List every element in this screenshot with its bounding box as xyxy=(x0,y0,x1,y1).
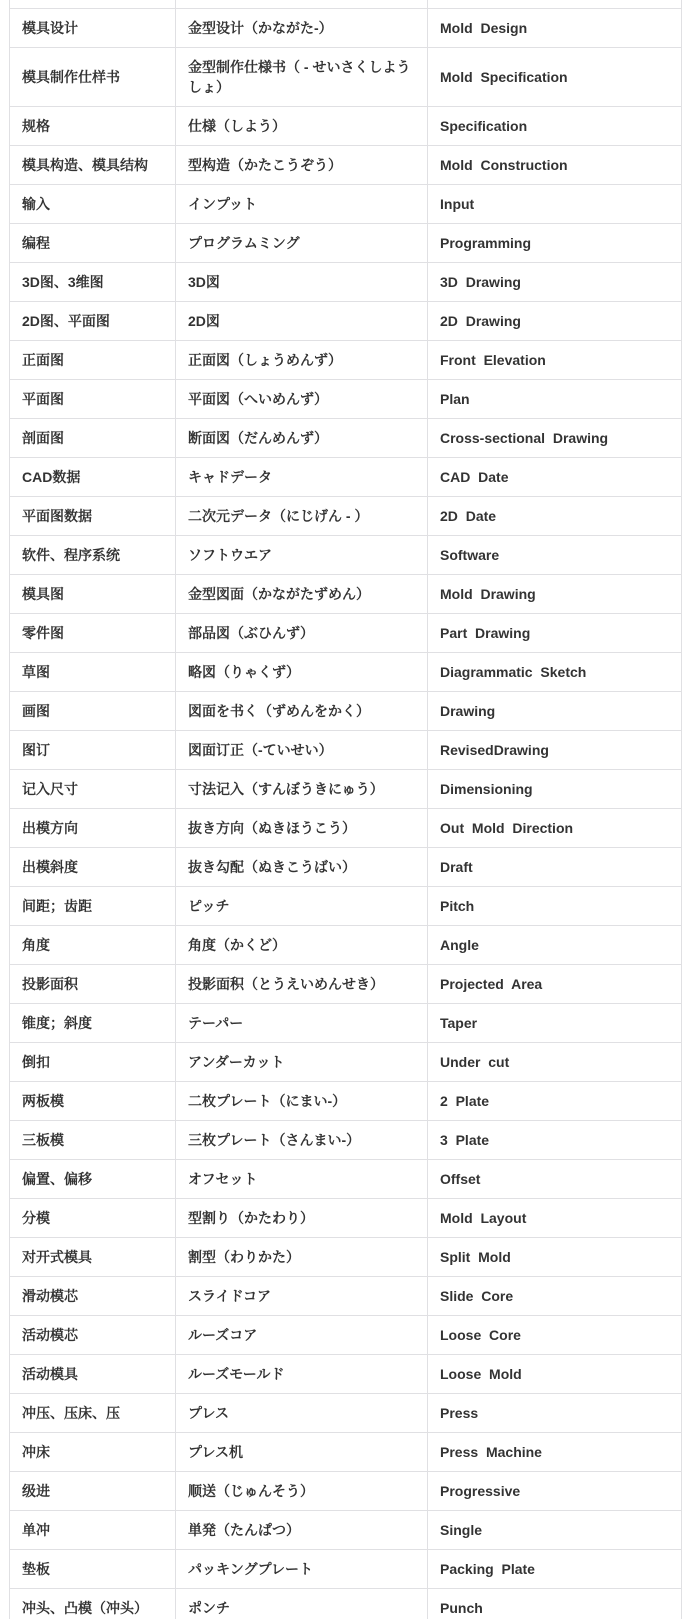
cell-jp: 3D図 xyxy=(176,263,428,302)
cell-jp: 単発（たんぱつ） xyxy=(176,1511,428,1550)
cell-cn: 剖面图 xyxy=(10,419,176,458)
cell-en: Split Mold xyxy=(428,1238,682,1277)
cell-jp: インプット xyxy=(176,185,428,224)
cell-cn: 软件、程序系统 xyxy=(10,536,176,575)
cell-en: Draft xyxy=(428,848,682,887)
cell-cn: 投影面积 xyxy=(10,965,176,1004)
cell-en: Loose Core xyxy=(428,1316,682,1355)
cell-en xyxy=(428,0,682,9)
cell-jp: 断面図（だんめんず） xyxy=(176,419,428,458)
table-row xyxy=(10,302,682,341)
table-row xyxy=(10,1433,682,1472)
cell-jp: ポンチ xyxy=(176,1589,428,1619)
cell-jp: 平面図（へいめんず） xyxy=(176,380,428,419)
cell-cn: 图订 xyxy=(10,731,176,770)
cell-jp xyxy=(176,0,428,9)
cell-en: Mold Layout xyxy=(428,1199,682,1238)
table-row xyxy=(10,458,682,497)
cell-cn: 对开式模具 xyxy=(10,1238,176,1277)
cell-en: Programming xyxy=(428,224,682,263)
cell-jp: プレス xyxy=(176,1394,428,1433)
table-row xyxy=(10,1199,682,1238)
cell-cn: 模具设计 xyxy=(10,9,176,48)
cell-en: Part Drawing xyxy=(428,614,682,653)
table-row xyxy=(10,146,682,185)
cell-cn: 零件图 xyxy=(10,614,176,653)
cell-jp: ソフトウエア xyxy=(176,536,428,575)
cell-cn: 3D图、3维图 xyxy=(10,263,176,302)
cell-cn: 出模斜度 xyxy=(10,848,176,887)
cell-en: Mold Specification xyxy=(428,48,682,107)
cell-en: Press xyxy=(428,1394,682,1433)
cell-en: Mold Construction xyxy=(428,146,682,185)
cell-en: Specification xyxy=(428,107,682,146)
cell-en: Press Machine xyxy=(428,1433,682,1472)
cell-en: Front Elevation xyxy=(428,341,682,380)
cell-jp: 仕様（しよう） xyxy=(176,107,428,146)
cell-jp: 略図（りゃくず） xyxy=(176,653,428,692)
table-row xyxy=(10,1589,682,1619)
cell-en: Mold Design xyxy=(428,9,682,48)
cell-en: Drawing xyxy=(428,692,682,731)
table-row xyxy=(10,770,682,809)
table-row xyxy=(10,1160,682,1199)
cell-en: Software xyxy=(428,536,682,575)
table-row xyxy=(10,731,682,770)
cell-en: Slide Core xyxy=(428,1277,682,1316)
cell-cn: 级进 xyxy=(10,1472,176,1511)
cell-en: RevisedDrawing xyxy=(428,731,682,770)
cell-jp: 図面を书く（ずめんをかく） xyxy=(176,692,428,731)
cell-en: 3 Plate xyxy=(428,1121,682,1160)
cell-en: 2 Plate xyxy=(428,1082,682,1121)
cell-en: Input xyxy=(428,185,682,224)
table-row xyxy=(10,419,682,458)
cell-cn: 两板模 xyxy=(10,1082,176,1121)
cell-cn: 角度 xyxy=(10,926,176,965)
table-row xyxy=(10,224,682,263)
table-row xyxy=(10,887,682,926)
table-row xyxy=(10,1550,682,1589)
cell-cn: 倒扣 xyxy=(10,1043,176,1082)
cell-jp: キャドデータ xyxy=(176,458,428,497)
cell-jp: ルーズコア xyxy=(176,1316,428,1355)
cell-jp: 型割り（かたわり） xyxy=(176,1199,428,1238)
cell-en: Dimensioning xyxy=(428,770,682,809)
cell-cn: 三板模 xyxy=(10,1121,176,1160)
cell-jp: アンダーカット xyxy=(176,1043,428,1082)
cell-en: Punch xyxy=(428,1589,682,1619)
cell-en: Single xyxy=(428,1511,682,1550)
cell-en: 2D Date xyxy=(428,497,682,536)
cell-cn: 草图 xyxy=(10,653,176,692)
table-row xyxy=(10,965,682,1004)
table-row xyxy=(10,809,682,848)
cell-cn: CAD数据 xyxy=(10,458,176,497)
table-row xyxy=(10,9,682,48)
cell-en: Out Mold Direction xyxy=(428,809,682,848)
table-row xyxy=(10,575,682,614)
cell-cn: 锥度；斜度 xyxy=(10,1004,176,1043)
cell-jp: ルーズモールド xyxy=(176,1355,428,1394)
cell-cn: 偏置、偏移 xyxy=(10,1160,176,1199)
table-row xyxy=(10,1043,682,1082)
cell-cn: 画图 xyxy=(10,692,176,731)
cell-en: Diagrammatic Sketch xyxy=(428,653,682,692)
table-row xyxy=(10,926,682,965)
cell-en: Taper xyxy=(428,1004,682,1043)
cell-en: 2D Drawing xyxy=(428,302,682,341)
table-row xyxy=(10,692,682,731)
cell-jp: 二枚プレート（にまい-） xyxy=(176,1082,428,1121)
table-row xyxy=(10,653,682,692)
cell-en: Projected Area xyxy=(428,965,682,1004)
cell-jp: 抜き方向（ぬきほうこう） xyxy=(176,809,428,848)
cell-cn: 正面图 xyxy=(10,341,176,380)
cell-jp: 図面订正（-ていせい） xyxy=(176,731,428,770)
cell-cn: 单冲 xyxy=(10,1511,176,1550)
cell-cn: 规格 xyxy=(10,107,176,146)
cell-cn: 出模方向 xyxy=(10,809,176,848)
cell-cn: 编程 xyxy=(10,224,176,263)
table-row xyxy=(10,1277,682,1316)
cell-jp: 投影面积（とうえいめんせき） xyxy=(176,965,428,1004)
cell-cn: 垫板 xyxy=(10,1550,176,1589)
cell-cn: 2D图、平面图 xyxy=(10,302,176,341)
cell-jp: 2D図 xyxy=(176,302,428,341)
cell-cn: 平面图 xyxy=(10,380,176,419)
table-row xyxy=(10,1472,682,1511)
cell-cn: 冲头、凸模（冲头） xyxy=(10,1589,176,1619)
table-row xyxy=(10,1121,682,1160)
table-row xyxy=(10,497,682,536)
table-row xyxy=(10,1316,682,1355)
table-row xyxy=(10,48,682,107)
table-row xyxy=(10,380,682,419)
cell-jp: 二次元データ（にじげん - ） xyxy=(176,497,428,536)
table-row xyxy=(10,1394,682,1433)
cell-en: CAD Date xyxy=(428,458,682,497)
cell-jp: 金型设计（かながた-） xyxy=(176,9,428,48)
cell-jp: 金型制作仕様书（ - せいさくしようしょ） xyxy=(176,48,428,107)
cell-jp: ピッチ xyxy=(176,887,428,926)
table-row xyxy=(10,1355,682,1394)
cell-cn: 模具图 xyxy=(10,575,176,614)
table-row xyxy=(10,1238,682,1277)
table-row xyxy=(10,536,682,575)
cell-jp: 角度（かくど） xyxy=(176,926,428,965)
table-row xyxy=(10,185,682,224)
cell-en: Loose Mold xyxy=(428,1355,682,1394)
cell-cn: 模具制作仕样书 xyxy=(10,48,176,107)
cell-jp: オフセット xyxy=(176,1160,428,1199)
cell-en: Under cut xyxy=(428,1043,682,1082)
cell-jp: 抜き勾配（ぬきこうばい） xyxy=(176,848,428,887)
cell-jp: テーパー xyxy=(176,1004,428,1043)
cell-jp: 金型図面（かながたずめん） xyxy=(176,575,428,614)
cell-en: Cross-sectional Drawing xyxy=(428,419,682,458)
cell-cn xyxy=(10,0,176,9)
table-row xyxy=(10,107,682,146)
cell-cn: 输入 xyxy=(10,185,176,224)
table-row xyxy=(10,1004,682,1043)
cell-jp: 寸法记入（すんぼうきにゅう） xyxy=(176,770,428,809)
table-row xyxy=(10,0,682,9)
cell-en: 3D Drawing xyxy=(428,263,682,302)
cell-en: Plan xyxy=(428,380,682,419)
cell-cn: 冲床 xyxy=(10,1433,176,1472)
cell-jp: 割型（わりかた） xyxy=(176,1238,428,1277)
cell-jp: 部品図（ぶひんず） xyxy=(176,614,428,653)
cell-jp: 顺送（じゅんそう） xyxy=(176,1472,428,1511)
cell-jp: プログラムミング xyxy=(176,224,428,263)
cell-jp: 正面図（しょうめんず） xyxy=(176,341,428,380)
cell-cn: 平面图数据 xyxy=(10,497,176,536)
cell-cn: 间距；齿距 xyxy=(10,887,176,926)
table-row xyxy=(10,341,682,380)
cell-jp: 型构造（かたこうぞう） xyxy=(176,146,428,185)
cell-cn: 记入尺寸 xyxy=(10,770,176,809)
table-row xyxy=(10,614,682,653)
glossary-table-body xyxy=(10,0,682,1619)
cell-cn: 滑动模芯 xyxy=(10,1277,176,1316)
glossary-table xyxy=(9,0,682,1619)
table-row xyxy=(10,1511,682,1550)
cell-cn: 冲压、压床、压 xyxy=(10,1394,176,1433)
cell-cn: 活动模具 xyxy=(10,1355,176,1394)
cell-en: Progressive xyxy=(428,1472,682,1511)
cell-jp: 三枚プレート（さんまい-） xyxy=(176,1121,428,1160)
cell-jp: スライドコア xyxy=(176,1277,428,1316)
table-row xyxy=(10,848,682,887)
cell-en: Offset xyxy=(428,1160,682,1199)
table-row xyxy=(10,1082,682,1121)
cell-jp: パッキングプレート xyxy=(176,1550,428,1589)
table-row xyxy=(10,263,682,302)
cell-cn: 模具构造、模具结构 xyxy=(10,146,176,185)
cell-en: Angle xyxy=(428,926,682,965)
cell-en: Mold Drawing xyxy=(428,575,682,614)
cell-en: Packing Plate xyxy=(428,1550,682,1589)
cell-cn: 分模 xyxy=(10,1199,176,1238)
cell-en: Pitch xyxy=(428,887,682,926)
cell-cn: 活动模芯 xyxy=(10,1316,176,1355)
cell-jp: プレス机 xyxy=(176,1433,428,1472)
